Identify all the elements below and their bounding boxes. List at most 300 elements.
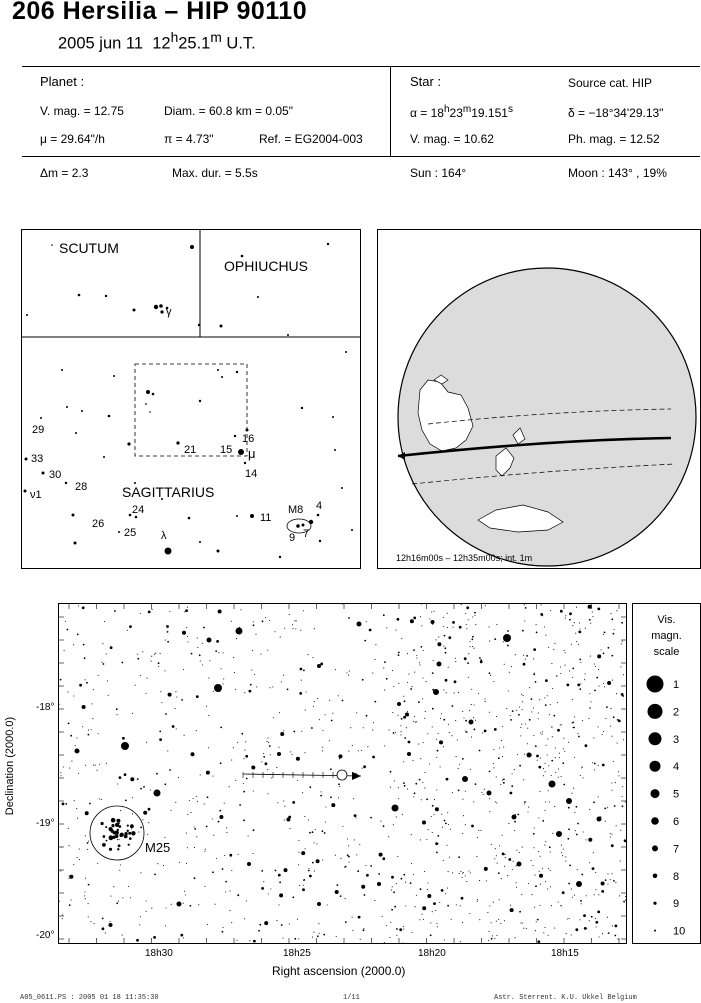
- star: [424, 772, 425, 773]
- star: [151, 908, 152, 909]
- star: [538, 718, 539, 719]
- star: [448, 636, 451, 639]
- star: [601, 882, 605, 886]
- star: [305, 710, 306, 711]
- scale-title-line: scale: [653, 646, 680, 658]
- cluster-star: [111, 818, 116, 823]
- star: [87, 842, 89, 844]
- star: [594, 663, 595, 664]
- star: [68, 828, 69, 829]
- star: [271, 777, 272, 778]
- star: [152, 609, 153, 610]
- star: [253, 829, 255, 831]
- star: [301, 407, 303, 409]
- star: [432, 832, 433, 833]
- scale-mag-label: 5: [673, 788, 680, 801]
- star: [563, 784, 565, 786]
- star: [540, 856, 541, 857]
- star: [507, 630, 509, 632]
- star: [478, 830, 479, 831]
- star: [190, 905, 192, 907]
- label-m8: M8: [288, 504, 304, 516]
- star: [423, 650, 424, 651]
- star: [420, 758, 421, 759]
- star: [79, 859, 80, 860]
- hour-unit: h: [170, 30, 179, 45]
- star: [72, 514, 75, 517]
- star: [394, 906, 396, 908]
- bright-star: [556, 831, 562, 837]
- star: [510, 792, 513, 795]
- star: [466, 624, 467, 625]
- star: [184, 735, 185, 736]
- star: [219, 810, 221, 812]
- star: [474, 615, 475, 616]
- bright-star: [566, 798, 572, 804]
- star: [239, 804, 241, 806]
- star: [283, 800, 284, 801]
- star: [402, 942, 403, 943]
- star: [554, 806, 555, 807]
- star: [330, 796, 332, 798]
- star: [315, 829, 316, 830]
- star: [611, 618, 613, 620]
- star: [130, 777, 134, 781]
- star: [403, 926, 404, 927]
- star: [414, 792, 416, 794]
- star: [209, 660, 210, 661]
- star: [561, 845, 562, 846]
- star: [475, 720, 476, 721]
- star: [380, 821, 381, 822]
- star: [224, 855, 225, 856]
- star: [351, 529, 353, 531]
- star: [410, 882, 412, 884]
- star: [443, 626, 444, 627]
- star: [146, 390, 150, 394]
- star: [268, 742, 269, 743]
- star: [466, 606, 469, 609]
- star: [221, 376, 223, 378]
- star: [392, 712, 393, 713]
- star: [435, 910, 436, 911]
- star: [469, 913, 470, 914]
- star: [617, 743, 618, 744]
- star: [592, 867, 595, 870]
- star: [62, 918, 63, 919]
- bright-star: [121, 742, 129, 750]
- star: [547, 888, 548, 889]
- star: [208, 715, 209, 716]
- label-9: 9: [289, 532, 296, 544]
- star: [602, 933, 603, 934]
- star: [335, 669, 336, 670]
- star: [146, 911, 147, 912]
- star: [26, 314, 28, 316]
- star-ra-s: 19.151: [471, 106, 508, 120]
- star: [526, 655, 528, 657]
- star: [267, 769, 268, 770]
- star: [401, 718, 403, 720]
- star: [267, 738, 268, 739]
- star: [101, 799, 102, 800]
- star: [332, 416, 334, 418]
- star: [426, 681, 427, 682]
- star: [503, 747, 504, 748]
- star: [462, 799, 463, 800]
- star: [502, 726, 503, 727]
- star: [235, 689, 236, 690]
- star: [548, 765, 549, 766]
- star: [607, 681, 611, 685]
- star: [584, 679, 585, 680]
- cluster-star: [118, 825, 121, 828]
- star: [190, 245, 194, 249]
- star: [433, 611, 434, 612]
- star: [572, 897, 573, 898]
- star: [256, 686, 257, 687]
- star: [223, 678, 224, 679]
- star: [571, 889, 572, 890]
- star: [545, 810, 546, 811]
- star: [440, 766, 441, 767]
- star: [223, 652, 224, 653]
- star: [544, 763, 545, 764]
- star: [258, 930, 260, 932]
- star: [219, 815, 223, 819]
- star: [349, 671, 350, 672]
- star: [348, 617, 350, 619]
- bright-star: [549, 781, 556, 788]
- star: [554, 643, 555, 644]
- star: [202, 643, 203, 644]
- star: [77, 634, 79, 636]
- star: [301, 851, 305, 855]
- star: [212, 871, 214, 873]
- star-ra-hunit: h: [443, 104, 450, 115]
- star: [165, 640, 166, 641]
- label-30: 30: [49, 469, 62, 481]
- star: [98, 733, 99, 734]
- star: [487, 912, 488, 913]
- star: [589, 619, 591, 621]
- star: [578, 644, 579, 645]
- star: [494, 858, 495, 859]
- star: [246, 900, 247, 901]
- star: [278, 747, 279, 748]
- star: [601, 890, 604, 893]
- label-15: 15: [220, 444, 233, 456]
- star: [140, 675, 141, 676]
- star: [61, 775, 62, 776]
- star: [199, 541, 201, 543]
- scale-mag-label: 6: [673, 816, 680, 828]
- star: [118, 901, 119, 902]
- star: [199, 400, 201, 402]
- star: [399, 928, 402, 931]
- star: [352, 917, 353, 918]
- star: [522, 847, 523, 848]
- scale-mag-label: 1: [673, 679, 680, 691]
- star: [611, 873, 612, 874]
- star: [88, 734, 90, 736]
- star: [341, 487, 343, 489]
- star: [390, 787, 391, 788]
- star: [60, 772, 61, 773]
- label-sagittarius: SAGITTARIUS: [122, 484, 215, 500]
- star: [598, 726, 599, 727]
- star: [479, 750, 481, 752]
- star: [297, 919, 298, 920]
- star: [469, 710, 470, 711]
- star: [590, 701, 591, 702]
- star: [492, 935, 493, 936]
- star: [462, 711, 463, 712]
- star: [447, 888, 448, 889]
- star: [321, 791, 322, 792]
- star: [478, 693, 479, 694]
- star: [404, 700, 406, 702]
- star: [389, 937, 390, 938]
- star: [504, 664, 505, 665]
- star: [416, 655, 417, 656]
- star: [375, 659, 376, 660]
- star: [179, 862, 180, 863]
- star: [491, 922, 492, 923]
- star: [452, 792, 453, 793]
- star: [564, 650, 565, 651]
- star: [136, 939, 139, 942]
- star: [413, 796, 414, 797]
- star: [470, 769, 471, 770]
- star: [529, 687, 530, 688]
- star: [496, 776, 497, 777]
- star: [422, 698, 423, 699]
- star: [563, 849, 564, 850]
- star: [185, 609, 188, 612]
- star: [422, 782, 423, 783]
- star: [466, 628, 467, 629]
- star: [229, 890, 230, 891]
- star: [171, 810, 172, 811]
- star: [122, 897, 123, 898]
- star: [422, 821, 426, 825]
- m25-label: M25: [145, 840, 171, 855]
- star: [522, 630, 524, 632]
- star: [434, 799, 435, 800]
- star: [562, 891, 565, 894]
- star: [91, 703, 92, 704]
- star: [603, 634, 604, 635]
- star: [584, 927, 587, 930]
- star: [455, 658, 456, 659]
- star: [539, 791, 540, 792]
- star: [231, 870, 232, 871]
- star: [474, 704, 475, 705]
- star: [373, 722, 374, 723]
- star: [419, 919, 420, 920]
- star: [574, 812, 575, 813]
- label-26: 26: [92, 518, 105, 530]
- star: [284, 819, 285, 820]
- star: [462, 873, 463, 874]
- star: [200, 660, 201, 661]
- star: [63, 766, 64, 767]
- star: [124, 773, 127, 776]
- star: [583, 831, 584, 832]
- star: [85, 679, 86, 680]
- star: [419, 664, 420, 665]
- star: [183, 937, 184, 938]
- bright-star: [357, 622, 362, 627]
- star: [261, 761, 262, 762]
- star: [503, 782, 505, 784]
- star: [607, 807, 608, 808]
- star: [263, 753, 264, 754]
- star: [396, 816, 397, 817]
- star: [391, 890, 392, 891]
- star: [187, 814, 188, 815]
- star: [342, 604, 343, 605]
- star: [577, 823, 579, 825]
- star: [113, 886, 114, 887]
- star: [74, 800, 75, 801]
- star: [498, 919, 499, 920]
- star: [329, 740, 330, 741]
- star: [183, 903, 184, 904]
- star: [229, 910, 230, 911]
- star: [425, 711, 426, 712]
- max-duration: Max. dur. = 5.5s: [172, 166, 258, 180]
- globe-caption: 12h16m00s – 12h35m00s; int. 1m: [396, 553, 533, 563]
- star: [535, 885, 537, 887]
- star: [490, 675, 491, 676]
- star: [303, 670, 305, 672]
- star: [206, 826, 208, 828]
- star: [290, 751, 291, 752]
- star: [268, 893, 269, 894]
- star: [261, 887, 264, 890]
- star: [231, 922, 232, 923]
- star: [459, 764, 460, 765]
- star: [568, 807, 570, 809]
- star: [306, 691, 307, 692]
- scale-mag-label: 9: [673, 898, 680, 911]
- star: [397, 618, 400, 621]
- star: [558, 768, 559, 769]
- star: [495, 848, 496, 849]
- star: [623, 674, 624, 675]
- star: [590, 656, 591, 657]
- star: [132, 797, 133, 798]
- star: [588, 838, 592, 842]
- star: [237, 742, 238, 743]
- label-33: 33: [31, 453, 44, 465]
- star: [426, 839, 427, 840]
- star: [358, 916, 361, 919]
- star: [246, 778, 248, 780]
- star: [97, 863, 98, 864]
- cluster-star: [105, 826, 107, 828]
- star: [480, 830, 481, 831]
- star: [213, 835, 214, 836]
- star: [69, 904, 71, 906]
- star: [523, 928, 524, 929]
- star: [453, 627, 454, 628]
- star: [82, 726, 83, 727]
- star: [618, 775, 619, 776]
- constellation-stars: [22, 230, 360, 568]
- star: [231, 760, 232, 761]
- star: [289, 923, 290, 924]
- star: [533, 708, 534, 709]
- star: [519, 765, 521, 767]
- star: [352, 930, 353, 931]
- star: [370, 865, 372, 867]
- star: [444, 635, 446, 637]
- star: [316, 843, 317, 844]
- star: [597, 608, 600, 611]
- star: [594, 894, 595, 895]
- globe-map: [378, 230, 700, 568]
- scale-dot: [653, 902, 656, 905]
- star: [601, 649, 602, 650]
- star: [596, 677, 598, 679]
- star: [254, 674, 255, 675]
- star: [458, 790, 460, 792]
- star: [545, 801, 546, 802]
- info-top-rule: [22, 66, 700, 67]
- star: [477, 901, 478, 902]
- star: [565, 652, 566, 653]
- star: [460, 941, 461, 942]
- star: [547, 695, 548, 696]
- star: [522, 922, 523, 923]
- star: [331, 720, 333, 722]
- star: [419, 779, 421, 781]
- star: [142, 819, 143, 820]
- star: [454, 693, 455, 694]
- star: [589, 862, 590, 863]
- star: [574, 757, 575, 758]
- star: [312, 937, 313, 938]
- star: [186, 863, 187, 864]
- star: [572, 699, 573, 700]
- star: [502, 756, 503, 757]
- star: [277, 802, 278, 803]
- cluster-star: [109, 835, 114, 840]
- star: [549, 846, 551, 848]
- star: [432, 708, 434, 710]
- star: [623, 901, 625, 903]
- star: [284, 628, 285, 629]
- star: [473, 801, 474, 802]
- star: [140, 788, 142, 790]
- star: [605, 718, 606, 719]
- star: [494, 638, 496, 640]
- star: [352, 745, 353, 746]
- star: [563, 748, 564, 749]
- star: [400, 725, 401, 726]
- star: [577, 684, 580, 687]
- scale-dots: [633, 604, 700, 943]
- star: [592, 762, 593, 763]
- bright-star: [214, 684, 222, 692]
- star: [388, 836, 389, 837]
- star: [165, 907, 166, 908]
- star: [140, 916, 141, 917]
- star: [292, 628, 293, 629]
